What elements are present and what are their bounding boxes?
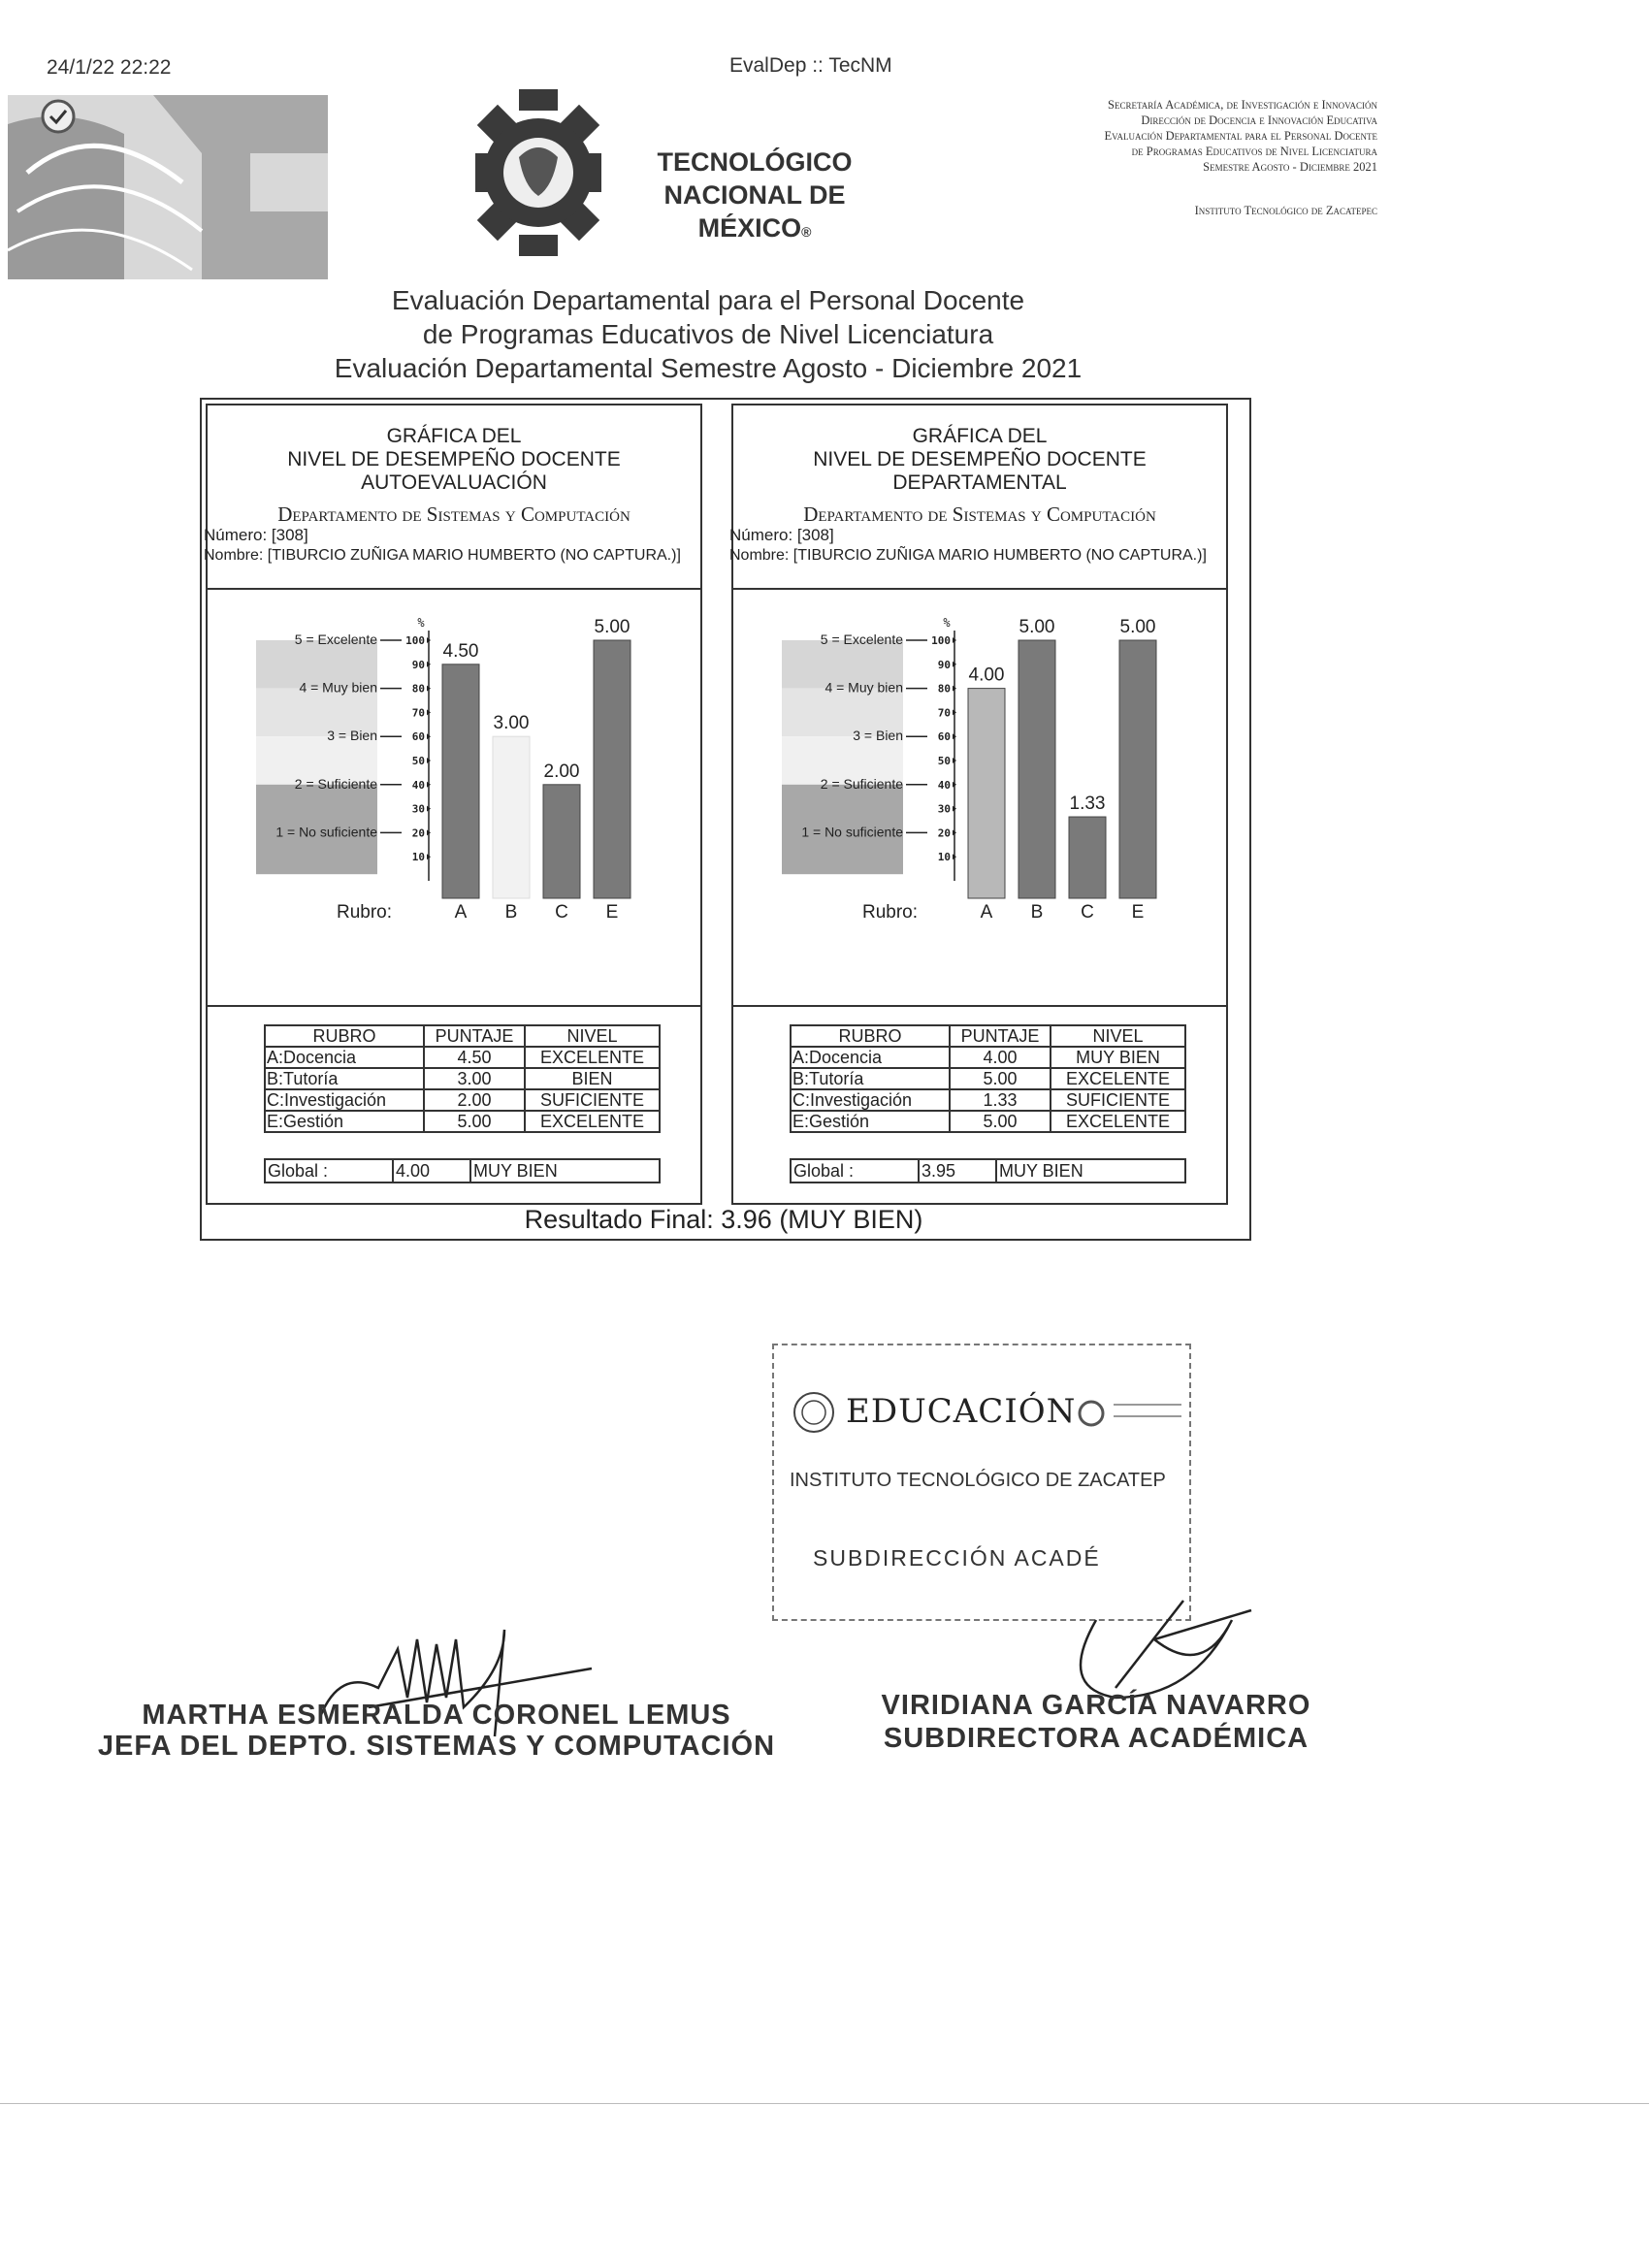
score-table-row [265,1089,660,1111]
bar-value-label: 4.50 [442,640,479,662]
bar [594,640,630,898]
cell-puntaje: 2.00 [424,1089,525,1111]
cell-puntaje: 3.00 [424,1068,525,1089]
global-value: 3.95 [922,1161,956,1181]
global-level: MUY BIEN [473,1161,558,1181]
institutional-banner-image [8,95,328,279]
secretaria-line: Dirección de Docencia e Innovación Educativa [1141,113,1377,127]
global-divider [392,1160,394,1182]
main-title-line1: Evaluación Departamental para el Personal Docente [391,285,1025,315]
y-tick-label: 10 [411,851,425,864]
col-header-rubro: RUBRO [791,1025,950,1047]
cell-rubro: B:Tutoría [791,1068,950,1089]
stamp-gear-icon [1077,1394,1106,1433]
cell-puntaje: 4.00 [950,1047,1051,1068]
global-score-box [264,1158,661,1183]
score-table-row [791,1047,1185,1068]
level-label: 5 = Excelente [820,632,903,647]
cell-nivel: EXCELENTE [1051,1068,1185,1089]
panel-heading-line3: AUTOEVALUACIÓN [361,471,547,494]
y-tick-label: 30 [937,802,951,816]
cell-nivel: EXCELENTE [525,1111,660,1132]
bar [1069,817,1106,898]
cell-rubro: E:Gestión [265,1111,424,1132]
signer-right-name: VIRIDIANA GARCÍA NAVARRO [881,1690,1311,1721]
score-table-row [791,1068,1185,1089]
cell-puntaje: 4.50 [424,1047,525,1068]
panel-departamental [731,404,1228,1205]
y-tick-label: 80 [411,682,425,696]
cell-rubro: E:Gestión [791,1111,950,1132]
secretaria-block [970,97,1377,175]
secretaria-line: de Programas Educativos de Nivel Licenciatura [1131,145,1377,158]
global-level: MUY BIEN [999,1161,1083,1181]
bar-value-label: 3.00 [493,713,530,734]
tecnm-name [609,146,900,248]
y-tick-label: 20 [937,826,951,840]
panel-department: Departamento de Sistemas y Computación [277,502,630,526]
mexico-seal-icon [792,1390,836,1435]
page-bottom-rule [0,2103,1649,2104]
level-label: 1 = No suficiente [801,824,903,840]
y-tick-label: 20 [411,826,425,840]
panel-numero: Número: [308] [204,526,308,544]
final-result: Resultado Final: 3.96 (MUY BIEN) [524,1205,923,1234]
bar-value-label: 1.33 [1069,794,1106,815]
main-title-line2: de Programas Educativos de Nivel Licenciatura [422,319,994,349]
level-label: 4 = Muy bien [824,679,903,696]
x-category-label: C [555,902,568,923]
col-header-nivel: NIVEL [525,1025,660,1047]
x-category-label: C [1081,902,1094,923]
y-tick-label: 90 [411,658,425,671]
secretaria-line: Secretaría Académica, de Investigación e Innovación [1108,98,1377,112]
panel-department: Departamento de Sistemas y Computación [803,502,1156,526]
secretaria-line: Evaluación Departamental para el Personal Docente [1104,129,1377,143]
panel-heading-line2: NIVEL DE DESEMPEÑO DOCENTE [813,448,1147,470]
col-header-rubro: RUBRO [265,1025,424,1047]
cell-nivel: MUY BIEN [1051,1047,1185,1068]
tecnm-gear-logo [475,89,601,256]
y-tick-label: 80 [937,682,951,696]
score-table-header [265,1025,660,1047]
main-title-line3: Evaluación Departamental Semestre Agosto - Diciembre 2021 [334,353,1083,383]
cell-rubro: C:Investigación [265,1089,424,1111]
x-category-label: A [980,902,993,923]
global-score-box [790,1158,1186,1183]
percent-sign: % [417,616,425,630]
cell-nivel: SUFICIENTE [525,1089,660,1111]
stamp-instituto: INSTITUTO TECNOLÓGICO DE ZACATEP [790,1470,1166,1491]
level-label: 3 = Bien [327,728,377,744]
y-tick-label: 60 [937,730,951,744]
x-category-label: B [504,902,518,923]
bar-value-label: 5.00 [1018,617,1055,637]
y-tick-label: 40 [411,778,425,792]
panel-heading-line3: DEPARTAMENTAL [892,471,1067,494]
y-tick-label: 30 [411,802,425,816]
secretaria-line: Semestre Agosto - Diciembre 2021 [1203,160,1377,174]
y-tick-label: 90 [937,658,951,671]
panel-separator [208,1005,700,1007]
x-category-label: A [454,902,468,923]
score-table-header [791,1025,1185,1047]
panel-heading [733,425,1226,495]
bar [543,785,580,898]
panel-nombre: Nombre: [TIBURCIO ZUÑIGA MARIO HUMBERTO (NO CAPTURA.)] [729,547,1207,564]
score-table [264,1024,661,1133]
bar [968,689,1005,898]
level-label: 1 = No suficiente [275,824,377,840]
col-header-nivel: NIVEL [1051,1025,1185,1047]
rubro-axis-label: Rubro: [336,902,392,923]
panel-heading-line1: GRÁFICA DEL [912,425,1048,447]
y-tick-label: 100 [931,634,951,647]
print-timestamp: 24/1/22 22:22 [47,56,172,79]
score-table-row [791,1111,1185,1132]
col-header-puntaje: PUNTAJE [950,1025,1051,1047]
page-header-title: EvalDep :: TecNM [729,54,892,77]
level-label: 5 = Excelente [294,632,377,647]
cell-puntaje: 1.33 [950,1089,1051,1111]
panel-nombre: Nombre: [TIBURCIO ZUÑIGA MARIO HUMBERTO (NO CAPTURA.)] [204,547,681,564]
y-tick-label: 60 [411,730,425,744]
y-tick-label: 40 [937,778,951,792]
col-header-puntaje: PUNTAJE [424,1025,525,1047]
signer-left-name: MARTHA ESMERALDA CORONEL LEMUS [142,1700,731,1731]
global-divider [995,1160,997,1182]
cell-nivel: BIEN [525,1068,660,1089]
main-title [223,283,1193,385]
global-value: 4.00 [396,1161,431,1181]
stamp-tecnm-mark [1114,1404,1181,1417]
official-stamp [772,1344,1191,1621]
bar [442,664,479,898]
cell-nivel: EXCELENTE [525,1047,660,1068]
panel-autoevaluacion [206,404,702,1205]
bar-value-label: 5.00 [594,617,630,637]
cell-rubro: A:Docencia [791,1047,950,1068]
stamp-subdireccion: SUBDIRECCIÓN ACADÉ [813,1545,1101,1571]
panel-heading [208,425,700,495]
tecnm-name-line1: TECNOLÓGICO [657,147,853,177]
panel-heading-line2: NIVEL DE DESEMPEÑO DOCENTE [287,448,621,470]
global-divider [469,1160,471,1182]
registered-mark: ® [801,224,812,240]
score-table-row [265,1068,660,1089]
cell-rubro: C:Investigación [791,1089,950,1111]
bar [1119,640,1156,898]
x-category-label: E [1131,902,1145,923]
level-label: 2 = Suficiente [820,775,903,792]
performance-bar-chart [256,590,663,1002]
instituto-header: Instituto Tecnológico de Zacatepec [1194,204,1377,217]
score-table-row [265,1047,660,1068]
y-tick-label: 100 [405,634,425,647]
bar-value-label: 5.00 [1119,617,1156,637]
signer-left-role: JEFA DEL DEPTO. SISTEMAS Y COMPUTACIÓN [97,1731,776,1762]
score-table-row [265,1111,660,1132]
y-tick-label: 50 [411,755,425,767]
cell-nivel: SUFICIENTE [1051,1089,1185,1111]
cell-rubro: A:Docencia [265,1047,424,1068]
cell-puntaje: 5.00 [950,1111,1051,1132]
cell-puntaje: 5.00 [424,1111,525,1132]
score-table [790,1024,1186,1133]
percent-sign: % [943,616,951,630]
cell-nivel: EXCELENTE [1051,1111,1185,1132]
x-category-label: E [605,902,619,923]
signer-right-role: SUBDIRECTORA ACADÉMICA [883,1723,1310,1754]
y-tick-label: 50 [937,755,951,767]
y-tick-label: 70 [937,706,951,720]
level-label: 3 = Bien [853,728,903,744]
level-label: 2 = Suficiente [294,775,377,792]
tecnm-name-line2: NACIONAL DE MÉXICO® [663,180,846,243]
y-tick-label: 70 [411,706,425,720]
panel-heading-line1: GRÁFICA DEL [386,425,522,447]
cell-rubro: B:Tutoría [265,1068,424,1089]
stamp-educacion: EDUCACIÓN [846,1392,1077,1431]
global-label: Global : [793,1161,855,1181]
global-divider [918,1160,920,1182]
global-label: Global : [268,1161,329,1181]
bar [493,736,530,898]
bar [1018,640,1055,898]
panel-separator [733,1005,1226,1007]
rubro-axis-label: Rubro: [861,902,918,923]
check-badge-icon [43,101,74,132]
level-label: 4 = Muy bien [299,679,377,696]
bar-value-label: 4.00 [968,664,1005,686]
bar-value-label: 2.00 [543,761,580,782]
cell-puntaje: 5.00 [950,1068,1051,1089]
panel-numero: Número: [308] [729,526,834,544]
score-table-row [791,1089,1185,1111]
x-category-label: B [1030,902,1044,923]
y-tick-label: 10 [937,851,951,864]
performance-bar-chart [782,590,1189,1002]
